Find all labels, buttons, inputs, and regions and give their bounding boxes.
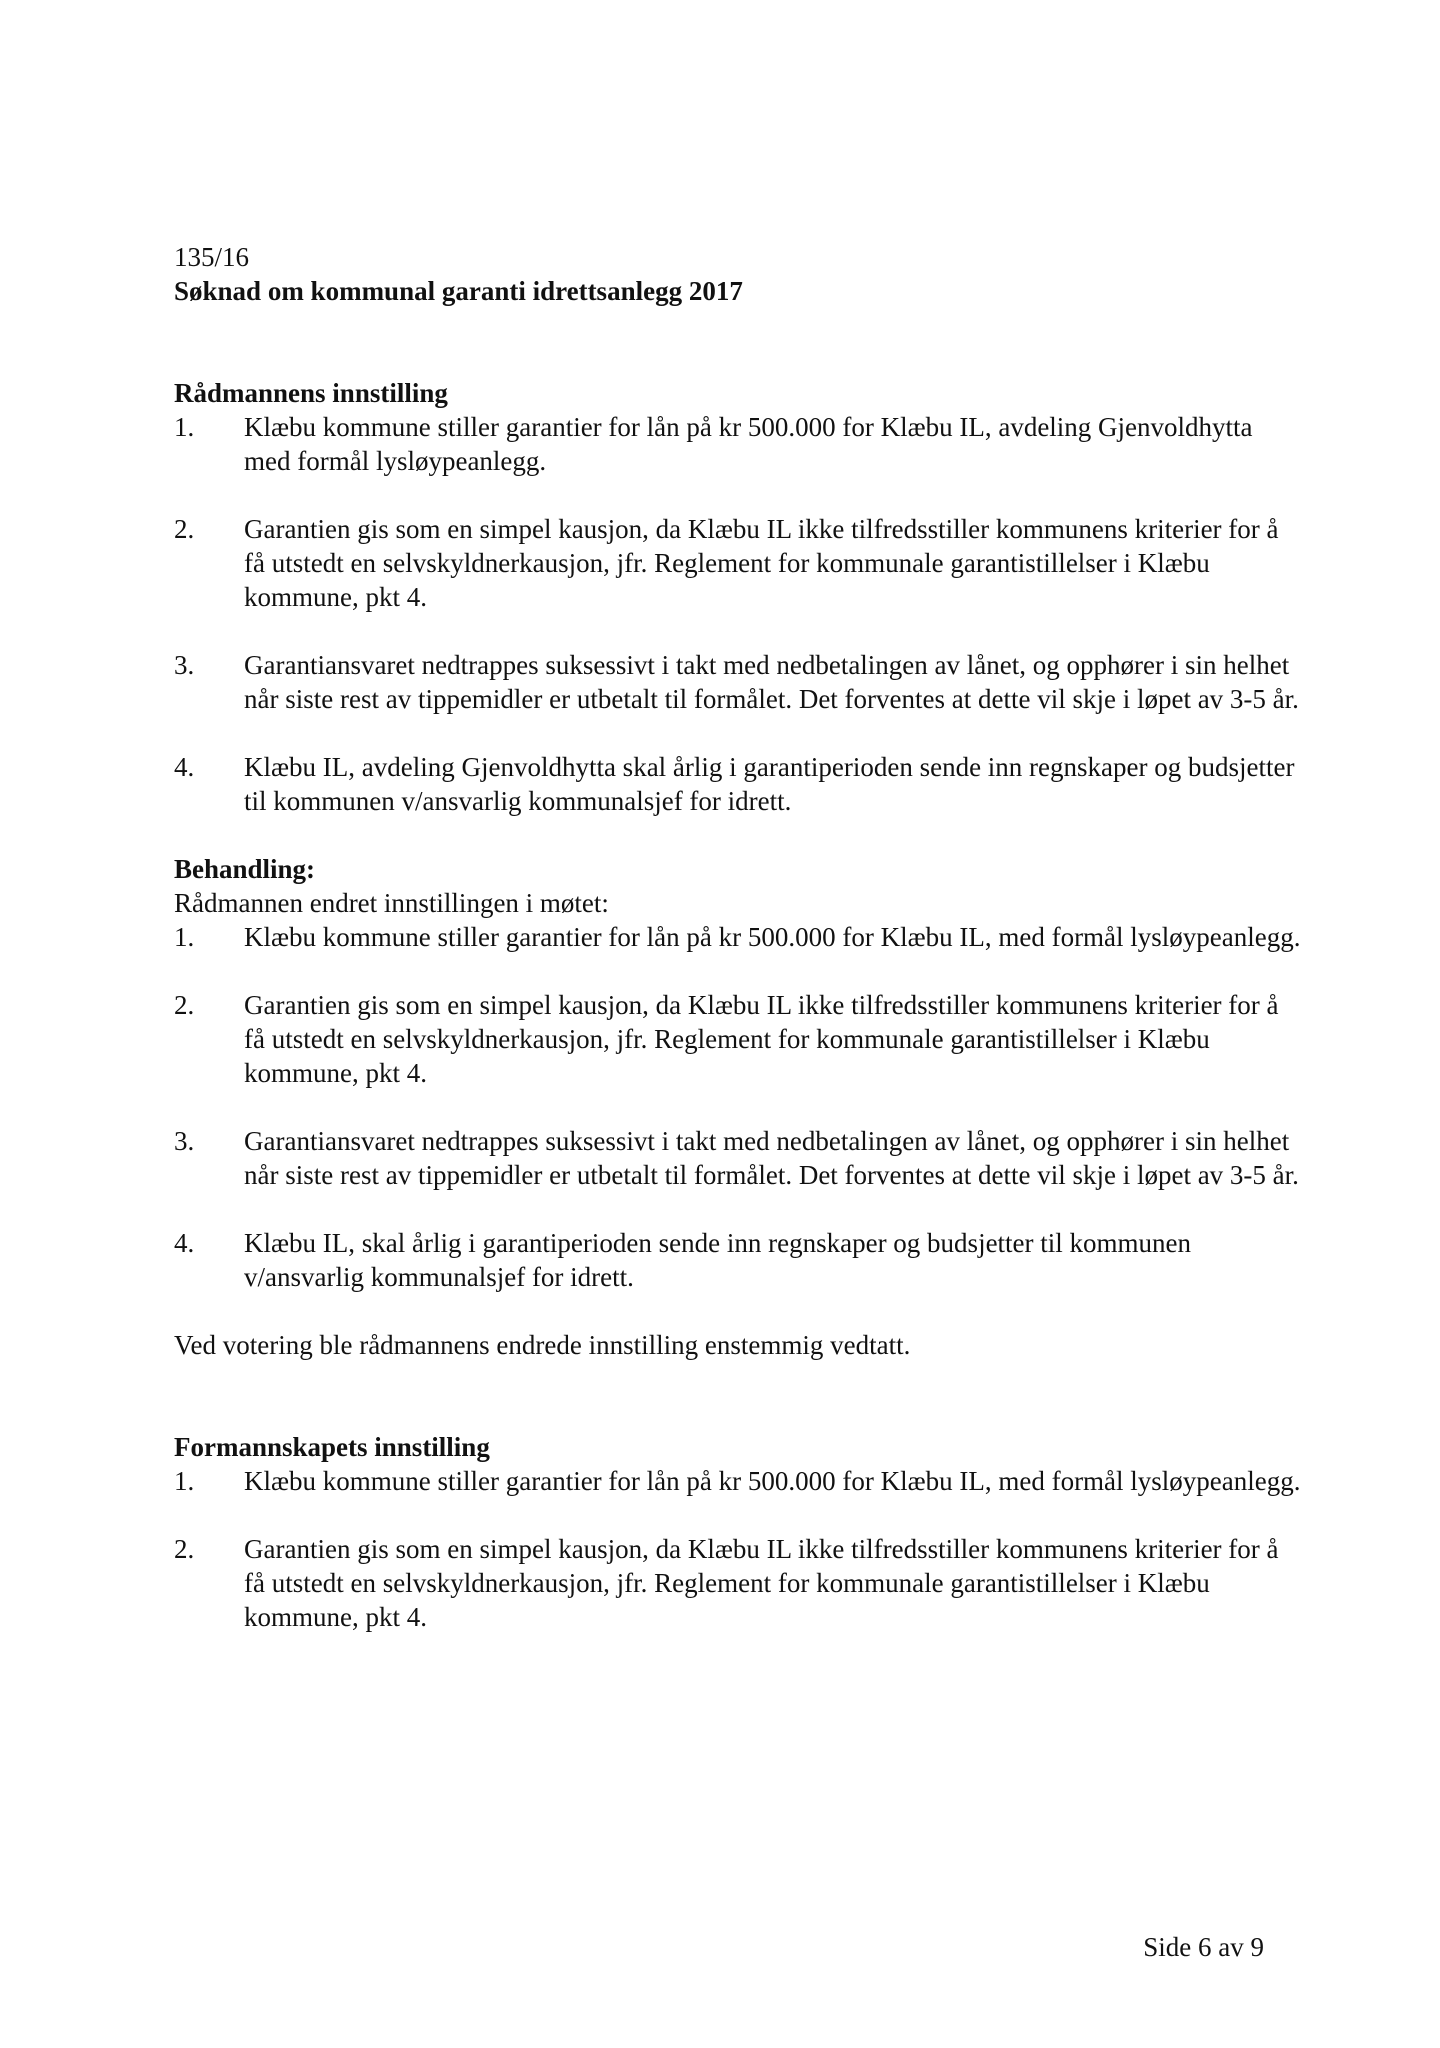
list-item-number: 2.	[174, 1534, 195, 1564]
spacer	[174, 308, 1304, 376]
list-item	[174, 512, 1304, 614]
list-item	[174, 920, 1304, 954]
spacer	[174, 818, 1304, 852]
list-item-number: 1.	[174, 922, 195, 952]
list-item	[174, 1532, 1304, 1634]
list-item-text: Garantiansvaret nedtrappes suksessivt i takt med nedbetalingen av lånet, og opphører i sin helhet når siste rest av tippemidler er utbetalt til formålet. Det forventes at dette vil skje i løpet av 3-5 år.	[244, 1126, 1299, 1190]
radmann-heading: Rådmannens innstilling	[174, 378, 448, 408]
list-item	[174, 1124, 1304, 1192]
list-item-text: Klæbu IL, avdeling Gjenvoldhytta skal årlig i garantiperioden sende inn regnskaper og budsjetter til kommunen v/ansvarlig kommunalsjef for idrett.	[244, 752, 1295, 816]
formannskap-heading: Formannskapets innstilling	[174, 1432, 490, 1462]
list-item-text: Klæbu kommune stiller garantier for lån på kr 500.000 for Klæbu IL, avdeling Gjenvoldhytta med formål lysløypeanlegg.	[244, 412, 1253, 476]
list-item-text: Garantien gis som en simpel kausjon, da Klæbu IL ikke tilfredsstiller kommunens kriterier for å få utstedt en selvskyldnerkausjon, jfr. Reglement for kommunale garantistillelser i Klæbu kommune, pkt 4.	[244, 1534, 1279, 1632]
formannskap-list	[174, 1464, 1304, 1634]
list-item-text: Klæbu kommune stiller garantier for lån på kr 500.000 for Klæbu IL, med formål lysløypeanlegg.	[244, 1466, 1301, 1496]
list-item	[174, 988, 1304, 1090]
list-item	[174, 1226, 1304, 1294]
list-item-number: 1.	[174, 412, 195, 442]
radmann-list	[174, 410, 1304, 818]
list-item-number: 4.	[174, 752, 195, 782]
case-number: 135/16	[174, 242, 250, 272]
spacer	[174, 1294, 1304, 1328]
list-item-number: 2.	[174, 514, 195, 544]
page-number: Side 6 av 9	[1143, 1932, 1264, 1962]
behandling-intro: Rådmannen endret innstillingen i møtet:	[174, 888, 609, 918]
list-item-number: 3.	[174, 650, 195, 680]
list-item-number: 4.	[174, 1228, 195, 1258]
list-item-number: 1.	[174, 1466, 195, 1496]
list-item-text: Garantiansvaret nedtrappes suksessivt i takt med nedbetalingen av lånet, og opphører i sin helhet når siste rest av tippemidler er utbetalt til formålet. Det forventes at dette vil skje i løpet av 3-5 år.	[244, 650, 1299, 714]
list-item	[174, 410, 1304, 478]
case-title: Søknad om kommunal garanti idrettsanlegg 2017	[174, 276, 743, 306]
document-page	[174, 240, 1304, 1634]
list-item-number: 3.	[174, 1126, 195, 1156]
behandling-list	[174, 920, 1304, 1294]
spacer	[174, 1362, 1304, 1430]
list-item-text: Klæbu kommune stiller garantier for lån på kr 500.000 for Klæbu IL, med formål lysløypeanlegg.	[244, 922, 1301, 952]
list-item-text: Garantien gis som en simpel kausjon, da Klæbu IL ikke tilfredsstiller kommunens kriterier for å få utstedt en selvskyldnerkausjon, jfr. Reglement for kommunale garantistillelser i Klæbu kommune, pkt 4.	[244, 990, 1279, 1088]
list-item	[174, 750, 1304, 818]
list-item-text: Garantien gis som en simpel kausjon, da Klæbu IL ikke tilfredsstiller kommunens kriterier for å få utstedt en selvskyldnerkausjon, jfr. Reglement for kommunale garantistillelser i Klæbu kommune, pkt 4.	[244, 514, 1279, 612]
list-item	[174, 648, 1304, 716]
vote-result: Ved votering ble rådmannens endrede innstilling enstemmig vedtatt.	[174, 1330, 911, 1360]
list-item	[174, 1464, 1304, 1498]
list-item-text: Klæbu IL, skal årlig i garantiperioden sende inn regnskaper og budsjetter til kommunen v/ansvarlig kommunalsjef for idrett.	[244, 1228, 1192, 1292]
list-item-number: 2.	[174, 990, 195, 1020]
behandling-heading: Behandling:	[174, 854, 316, 884]
